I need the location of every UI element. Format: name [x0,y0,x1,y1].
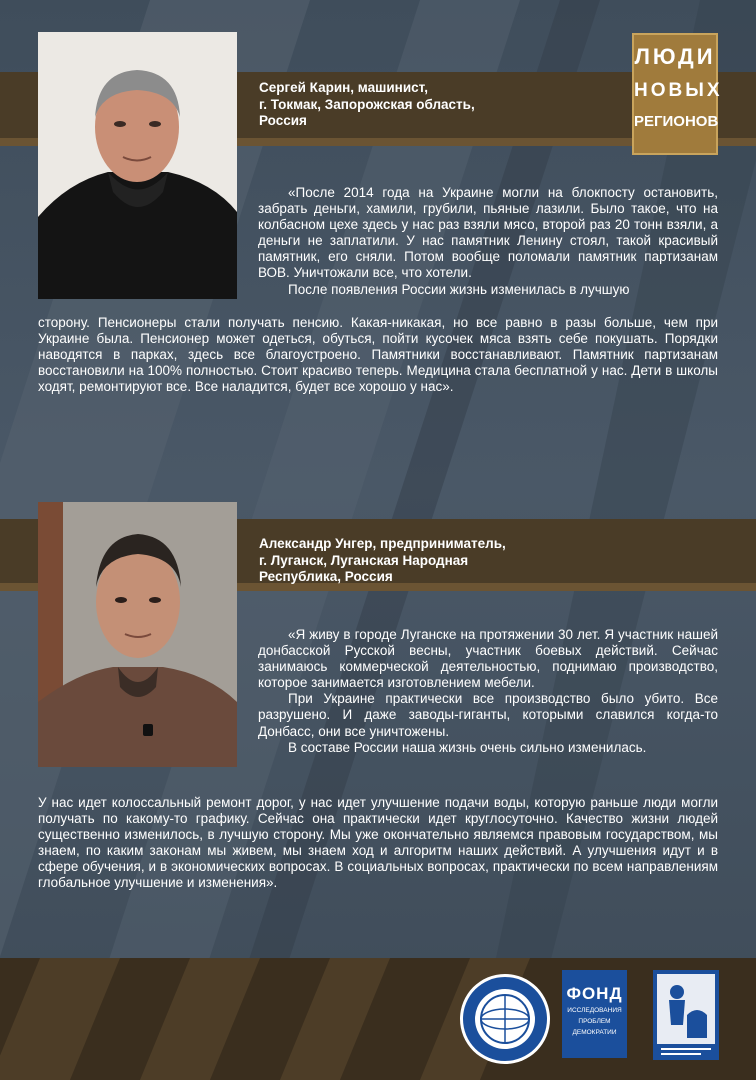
person1-caption [259,80,475,130]
quote-paragraph: После появления России жизнь изменилась в лучшую [288,281,630,297]
fond-logo [562,970,627,1058]
book-emblem-logo [653,970,719,1060]
portrait-photo-1 [38,32,237,299]
person2-quote-side [258,627,718,756]
quote-paragraph: «После 2014 года на Украине могли на блокпосту остановить, забрать деньги, хамили, грубили, пьяные лазили. Было такое, что на колбасном цехе здесь у нас раз взяли мясо, второй раз 20 тонн взяли, а деньги не заплатили. У нас памятник Ленину стоял, такой красивый памятник, его сняли. Потом вообще поломали памятник партизанам ВОВ. Уничтожали все, что хотели. [258,185,718,281]
fond-subtitle-line: ИССЛЕДОВАНИЯ [567,1007,622,1014]
person1-caption-line: Сергей Карин, машинист, [259,80,428,95]
quote-paragraph: В составе России наша жизнь очень сильно изменилась. [288,739,647,755]
person1-caption-line: г. Токмак, Запорожская область, [259,96,475,112]
brand-line-3: РЕГИОНОВ [634,113,719,130]
quote-paragraph: При Украине практически все производство было убито. Все разрушено. И даже заводы-гиганты, которыми славился когда-то Донбасс, они все уничтожены. [258,691,718,739]
person2-caption [259,536,506,586]
person2-caption-line: Александр Унгер, предприниматель, [259,536,506,551]
fond-subtitle-line: ПРОБЛЕМ [578,1018,611,1025]
person1-quote-full [38,315,718,395]
brand-line-2: НОВЫХ [634,80,723,101]
quote-paragraph: У нас идет колоссальный ремонт дорог, у нас идет улучшение подачи воды, которую раньше люди могли получать по какому-то графику. Сейчас она практически идет круглосуточно. Качество жизни людей существенно изменилось, в лучшую сторону. Мы уже окончательно являемся правовым государством, мы знаем, по каким законам мы живем, мы знаем ход и алгоритм наших действий. А улучшения идут и в сфере обучения, и в экономических вопросах. В социальных вопросах, практически по всем направлениям глобальное улучшение и изменения». [38,795,718,891]
person1-caption-line: Россия [259,113,307,128]
person2-quote-full [38,795,718,892]
brand-line-1: ЛЮДИ [634,44,716,69]
fond-title: ФОНД [566,984,623,1003]
brand-logo [632,33,723,155]
person1-quote-side [258,185,718,298]
footer-stripes [0,958,756,1080]
person2-caption-line: г. Луганск, Луганская Народная [259,552,469,568]
seal-logo [459,973,551,1065]
person2-caption-line: Республика, Россия [259,569,393,584]
quote-paragraph: «Я живу в городе Луганске на протяжении 30 лет. Я участник нашей донбасской Русской весны, участник боевых действий. Сейчас занимаюсь коммерческой деятельностью, поднимаю производство, которое занимается изготовлением мебели. [258,627,718,691]
footer-band [0,958,756,1080]
fond-subtitle-line: ДЕМОКРАТИИ [572,1029,617,1036]
quote-paragraph: сторону. Пенсионеры стали получать пенсию. Какая-никакая, но все равно в разы больше, чем при Украине была. Пенсионер может одеться, обуться, пойти кусочек мяса взять себе покушать. Порядки наводятся в парках, здесь все благоустроено. Памятники восстанавливают. Памятник партизанам восстановили на 100% полностью. Стоит красиво теперь. Медицина стала бесплатной у нас. Дети в школы ходят, ремонтируют все. Все наладится, будет все хорошо у нас». [38,315,718,395]
portrait-photo-2 [38,502,237,767]
